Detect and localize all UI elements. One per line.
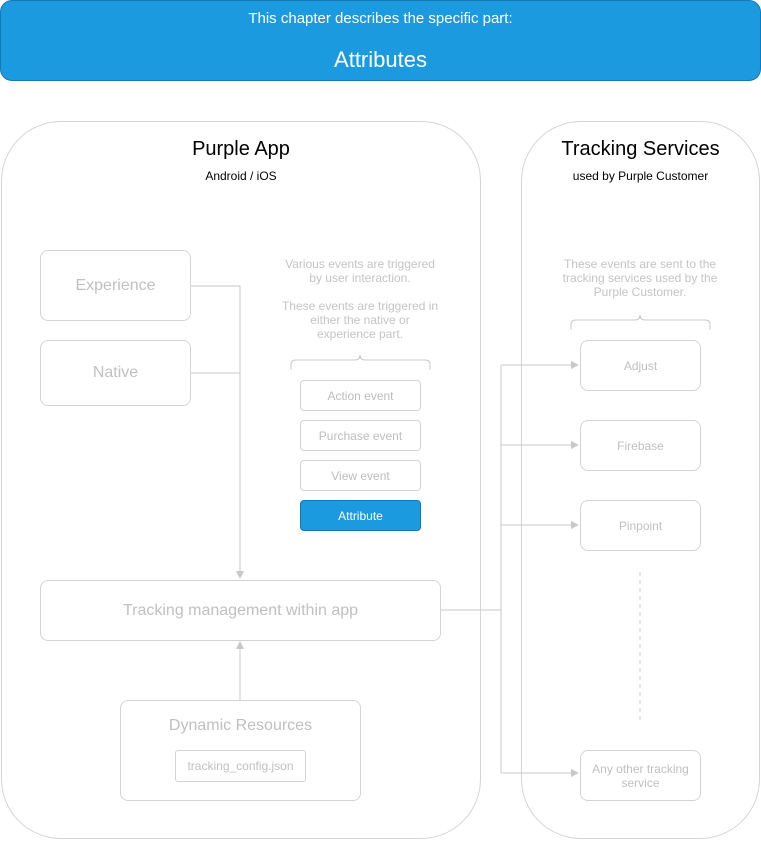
view-event-button[interactable]: View event	[300, 460, 421, 491]
pinpoint-service-box: Pinpoint	[580, 500, 701, 551]
events-note-line: experience part.	[316, 327, 404, 341]
events-brace	[291, 355, 430, 370]
services-note-line: These events are sent to the	[563, 257, 717, 271]
services-note-line: tracking services used by the	[562, 271, 718, 285]
banner-subtitle: This chapter describes the specific part:	[248, 10, 513, 27]
services-note-line: Purple Customer.	[593, 285, 687, 299]
firebase-service-box: Firebase	[580, 420, 701, 471]
events-note-line: These events are triggered in	[281, 299, 439, 313]
other-service-line: Any other tracking	[592, 761, 689, 776]
events-note-line: Various events are triggered	[285, 257, 435, 271]
experience-box: Experience	[40, 250, 191, 321]
banner-title: Attributes	[334, 47, 427, 72]
dynamic-resources-box	[120, 700, 361, 801]
other-service-box	[580, 750, 701, 801]
events-note-line: either the native or	[310, 313, 410, 327]
purple-app-subtitle: Android / iOS	[205, 169, 277, 183]
events-note-line: by user interaction.	[309, 271, 411, 285]
experience-connector	[190, 286, 240, 578]
other-service-line: service	[621, 775, 660, 790]
tracking-services-title: Tracking Services	[561, 138, 720, 160]
services-note	[550, 257, 730, 299]
tracking-config-file: tracking_config.json	[175, 750, 306, 782]
action-event-button[interactable]: Action event	[300, 380, 421, 411]
events-note	[270, 257, 450, 341]
attribute-button[interactable]: Attribute	[300, 500, 421, 531]
events-note-line	[270, 285, 450, 299]
adjust-service-box: Adjust	[580, 340, 701, 391]
purchase-event-button[interactable]: Purchase event	[300, 420, 421, 451]
tracking-services-subtitle: used by Purple Customer	[572, 169, 709, 183]
tracking-management-box: Tracking management within app	[40, 580, 441, 641]
native-box: Native	[40, 340, 191, 406]
services-brace	[571, 315, 710, 330]
purple-app-title: Purple App	[192, 138, 290, 160]
dynamic-resources-title: Dynamic Resources	[168, 717, 313, 734]
